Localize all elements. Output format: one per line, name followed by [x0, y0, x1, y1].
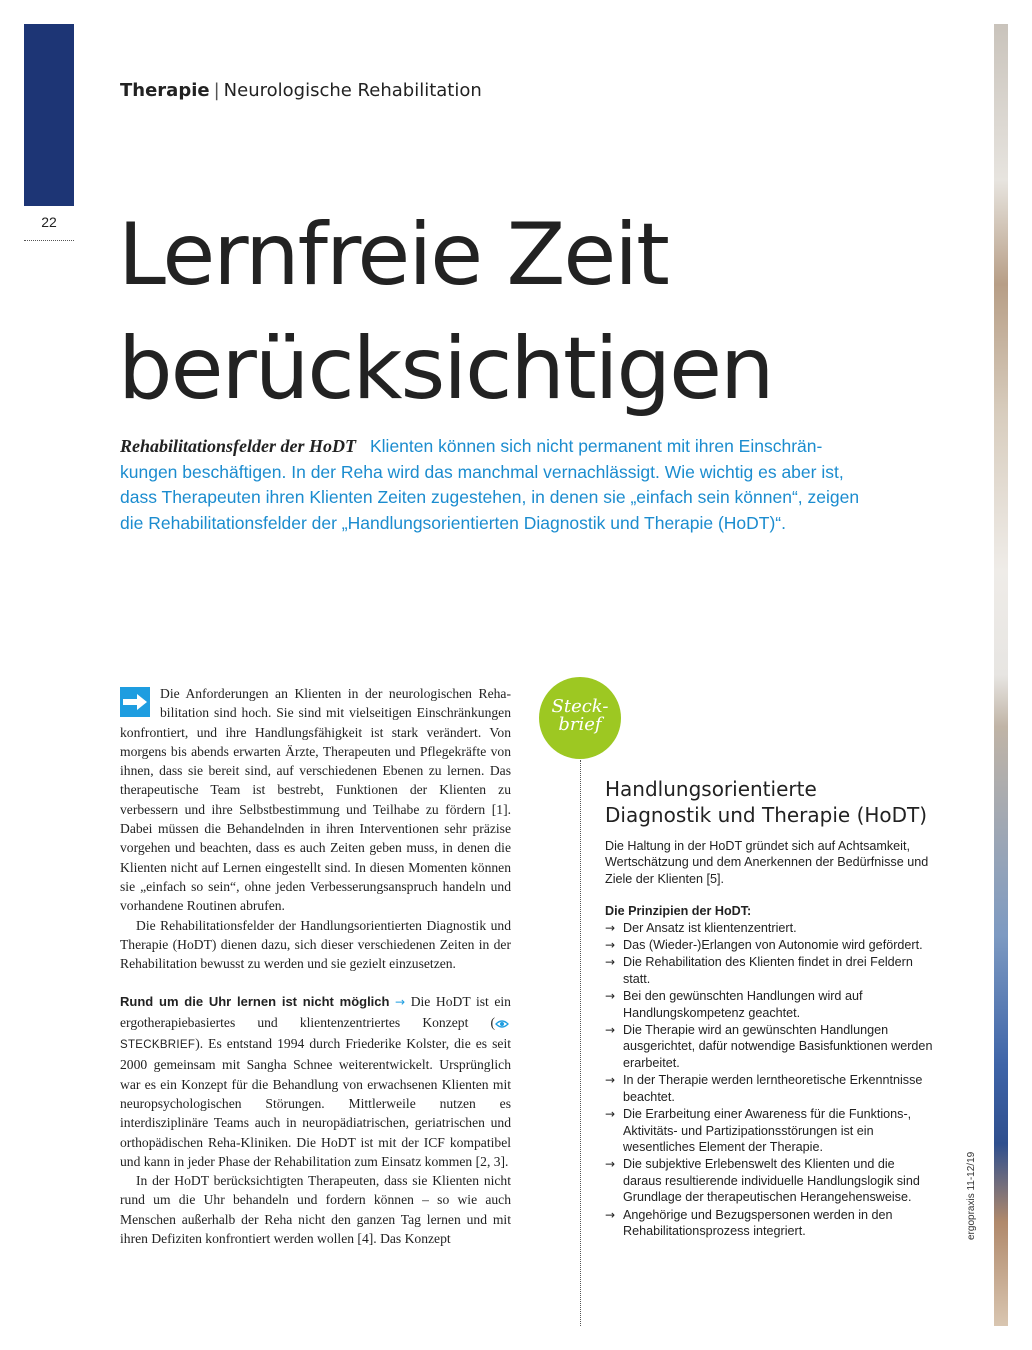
article-title-line1: Lernfreie Zeit: [118, 205, 668, 305]
article-title-line2: berücksichtigen: [118, 319, 773, 419]
steckbrief-box: [605, 776, 935, 1240]
side-color-tab: [24, 24, 74, 206]
page-number-rule: [24, 240, 74, 241]
section-rubric: [120, 80, 482, 101]
bullet-arrow-icon: →: [605, 1107, 616, 1122]
list-item: [605, 988, 935, 1021]
eye-icon: [495, 1019, 509, 1029]
bullet-arrow-icon: →: [605, 1023, 616, 1038]
rubric-separator: |: [213, 80, 220, 101]
bullet-arrow-icon: →: [605, 1157, 616, 1172]
body-column: [120, 684, 511, 1248]
list-item: [605, 920, 935, 936]
body-paragraph-2: Die Rehabilitationsfelder der Handlungsorientierten Diagnostik und Therapie (HoDT) dienen dazu, sich dieser verschiedenen Zeiten in der Rehabilitation bewusst zu werden und sie gezielt einzusetzen.: [120, 917, 511, 972]
list-item: [605, 1106, 935, 1155]
principles-list: [605, 920, 935, 1240]
intro-text: Klienten können sich nicht permanent mit ihren Einschränkungen beschäftigen. In der Reha wird das manchmal vernachlässigt. Wie wichtig es aber ist, dass Therapeuten ihren Klienten Zeiten zugestehen, in denen sie „einfach sein können“, zeigen die Rehabilitationsfelder der „Handlungsorientierten Diagnostik und Therapie (HoDT)“.: [120, 436, 860, 533]
list-item-text: Bei den gewünschten Handlungen wird auf Handlungskompetenz geachtet.: [623, 989, 863, 1020]
list-item-text: Die Therapie wird an gewünschten Handlungen ausgerichtet, dafür notwendige Basisfunktionen werden erarbeitet.: [623, 1023, 933, 1070]
list-item-text: Die subjektive Erlebenswelt des Klienten und die daraus resultierende individuelle Handlungslogik sind Grundlage der therapeutischen Herangehensweise.: [623, 1157, 920, 1205]
section-text-a: Die HoDT ist ein ergotherapiebasiertes und klientenzentriertes Konzept (: [120, 994, 511, 1030]
journal-reference: ergopraxis 11-12/19: [966, 1151, 977, 1240]
list-item: [605, 1156, 935, 1205]
list-item-text: In der Therapie werden lerntheoretische Erkenntnisse beachtet.: [623, 1073, 923, 1104]
rubric-category: Therapie: [120, 80, 210, 101]
section-subheading: Rund um die Uhr lernen ist nicht möglich: [120, 994, 390, 1010]
steckbrief-text: Die Haltung in der HoDT gründet sich auf Achtsamkeit, Wertschätzung und dem Anerkennen der Bedürfnisse und Ziele der Klienten [5].: [605, 839, 929, 886]
list-item: [605, 1022, 935, 1071]
list-item-text: Die Rehabilitation des Klienten findet in drei Feldern statt.: [623, 955, 913, 986]
steckbrief-title: [605, 776, 935, 828]
rubric-topic: Neurologische Rehabilitation: [223, 80, 482, 101]
article-title: [118, 198, 978, 426]
list-item: [605, 937, 935, 953]
section-text-b: ). Es entstand 1994 durch Friederike Kolster, die es seit 2000 gemeinsam mit Sangha Schnee weiterentwickelt. Ursprünglich war es ein Konzept für die Behandlung von erwachsenen Klienten mit neuropsychologischen Störungen. Mittlerweile nutzen es interdisziplinäre Teams auch in neuropädiatrischen, geriatrischen und orthopädischen Reha-Kliniken. Die HoDT ist mit der ICF kompatibel und kann in jeder Phase der Rehabilitation zum Einsatz kommen [2, 3].: [120, 1036, 511, 1169]
steckbrief-xref-label: STECKBRIEF: [120, 1039, 196, 1052]
article-intro: [120, 434, 870, 536]
bullet-arrow-icon: →: [605, 989, 616, 1004]
list-item: [605, 1072, 935, 1105]
principles-heading: Die Prinzipien der HoDT:: [605, 904, 752, 919]
bullet-arrow-icon: →: [605, 955, 616, 970]
body-paragraph-1: Die Anforderungen an Klienten in der neurologischen Rehabilitation sind hoch. Sie sind mit vielseitigen Einschränkungen konfrontiert, und ihre Handlungsfähigkeit ist stark verändert. Von morgens bis abends erwarten Ärzte, Therapeuten und Pflegekräfte von ihnen, dass sie bereit sind, auf verschiedenen Ebenen zu lernen. Das therapeutische Team ist bestrebt, Funktionen der Klienten zu verbessern und ihre Selbstbestimmung und Teilhabe zu fördern [1]. Dabei müssen die Behandelnden in ihren Interventionen sehr präzise vorgehen und beachten, dass es auch Zeiten geben muss, in denen die Klienten nicht auf Lernen eingestellt sind. In diesen Momenten können sie „einfach so sein“, ohne jeden Verbesserungsanspruch handeln und vorhandene Routinen abrufen.: [120, 686, 511, 914]
steckbrief-badge-line1: Steck-: [551, 696, 609, 717]
list-item-text: Der Ansatz ist klientenzentriert.: [623, 920, 797, 935]
list-item-text: Angehörige und Bezugspersonen werden in den Rehabilitationsprozess integriert.: [623, 1207, 893, 1238]
bullet-arrow-icon: →: [605, 1073, 616, 1088]
section-arrow-icon: →: [395, 995, 406, 1010]
list-item: [605, 954, 935, 987]
list-item-text: Die Erarbeitung einer Awareness für die Funktions-, Aktivitäts- und Partizipationsstörungen ist ein wesentliches Element der Therapie.: [623, 1107, 912, 1154]
steckbrief-title-line2: Diagnostik und Therapie (HoDT): [605, 803, 928, 827]
steckbrief-badge-line2: brief: [558, 714, 602, 735]
list-item: [605, 1207, 935, 1240]
list-item-text: Das (Wieder-)Erlangen von Autonomie wird gefördert.: [623, 938, 923, 953]
column-divider: [580, 760, 581, 1326]
steckbrief-badge: [539, 677, 621, 759]
bullet-arrow-icon: →: [605, 938, 616, 953]
intro-label: Rehabilitationsfelder der HoDT: [120, 436, 356, 456]
edge-photo-strip: [994, 24, 1008, 1326]
body-paragraph-3: [120, 992, 511, 1171]
steckbrief-title-line1: Handlungsorientierte: [605, 777, 817, 801]
bullet-arrow-icon: →: [605, 1207, 616, 1222]
body-paragraph-4: In der HoDT berücksichtigten Therapeuten, dass sie Klienten nicht rund um die Uhr behandeln und fordern können – so wie auch Menschen außerhalb der Reha nicht den ganzen Tag lernen und mit ihren Defiziten konfrontiert werden wollen [4]. Das Konzept: [120, 1173, 511, 1247]
bullet-arrow-icon: →: [605, 920, 616, 935]
arrow-right-box-icon: [120, 687, 150, 717]
page-number: 22: [41, 214, 57, 230]
